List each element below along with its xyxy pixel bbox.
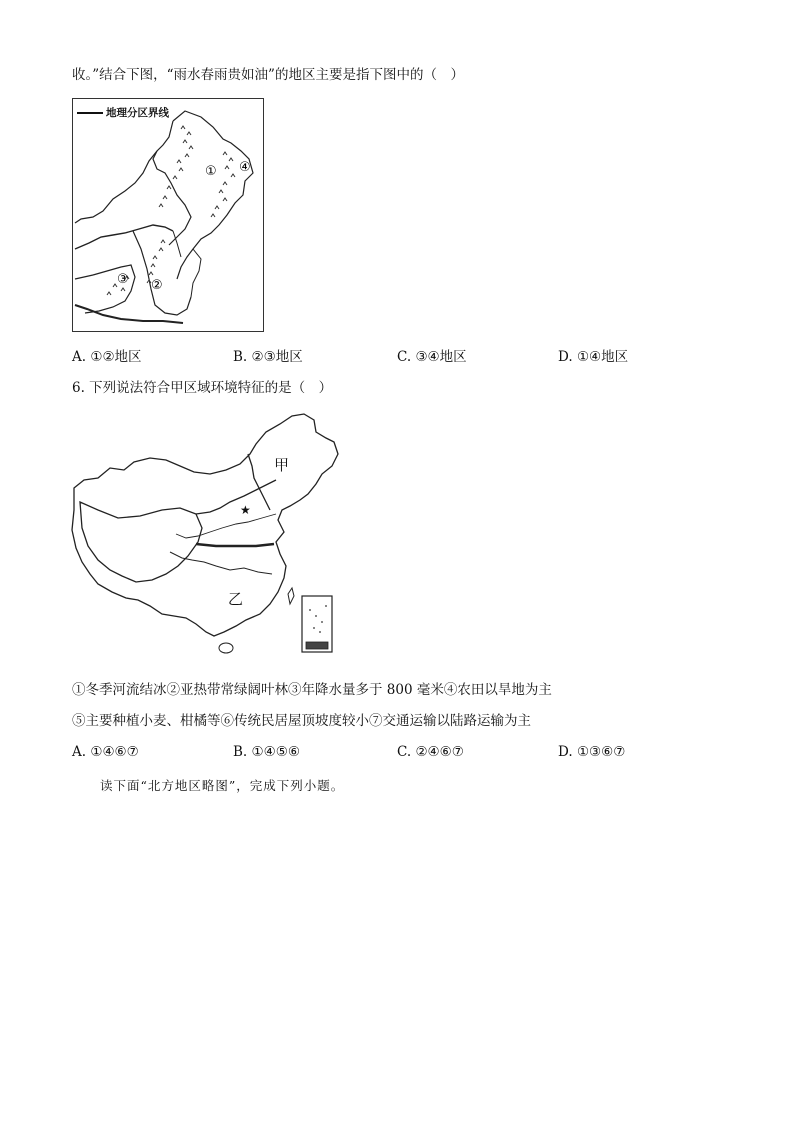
marker-1: ① [205, 164, 217, 179]
option-text: ①④⑤⑥ [251, 744, 300, 760]
capital-star-icon: ★ [240, 503, 251, 517]
reading-instruction: 读下面“北方地区略图”，完成下列小题。 [100, 778, 345, 793]
q6-option-a[interactable] [72, 743, 139, 761]
q6-stem: 6. 下列说法符合甲区域环境特征的是（ ） [72, 380, 333, 396]
marker-3: ③ [117, 272, 129, 287]
q5-stem: 收。”结合下图，“雨水春雨贵如油”的地区主要是指下图中的（ ） [72, 67, 464, 83]
marker-2: ② [151, 278, 163, 293]
option-text: ①④地区 [576, 349, 629, 365]
q5-option-b[interactable] [233, 348, 303, 366]
option-letter: B. [233, 744, 248, 760]
option-letter: A. [72, 349, 87, 365]
label-jia: 甲 [274, 456, 290, 474]
option-letter: A. [72, 744, 87, 760]
label-yi: 乙 [228, 590, 244, 608]
q5-option-c[interactable] [397, 348, 467, 366]
q6-option-c[interactable] [397, 743, 464, 761]
option-letter: D. [558, 349, 573, 365]
option-text: ①④⑥⑦ [90, 744, 139, 760]
option-letter: C. [397, 744, 412, 760]
option-text: ②④⑥⑦ [415, 744, 464, 760]
option-letter: C. [397, 349, 412, 365]
q6-option-d[interactable] [558, 743, 625, 761]
q5-option-d[interactable] [558, 348, 628, 366]
option-text: ②③地区 [251, 349, 303, 365]
legend-label: 地理分区界线 [106, 107, 169, 119]
china-region-map [70, 410, 340, 660]
q6-option-b[interactable] [233, 743, 300, 761]
q6-statements-line1: ①冬季河流结冰②亚热带常绿阔叶林③年降水量多于 800 毫米④农田以旱地为主 [72, 682, 552, 698]
option-text: ③④地区 [415, 349, 467, 365]
option-text: ①②地区 [90, 349, 142, 365]
option-text: ①③⑥⑦ [576, 744, 626, 760]
option-letter: B. [233, 349, 248, 365]
northern-region-map-drawing [73, 99, 263, 331]
option-letter: D. [558, 744, 573, 760]
q5-option-a[interactable] [72, 348, 142, 366]
q6-statements-line2: ⑤主要种植小麦、柑橘等⑥传统民居屋顶坡度较小⑦交通运输以陆路运输为主 [72, 713, 531, 729]
marker-4: ④ [239, 160, 251, 175]
northern-region-map [72, 98, 264, 332]
